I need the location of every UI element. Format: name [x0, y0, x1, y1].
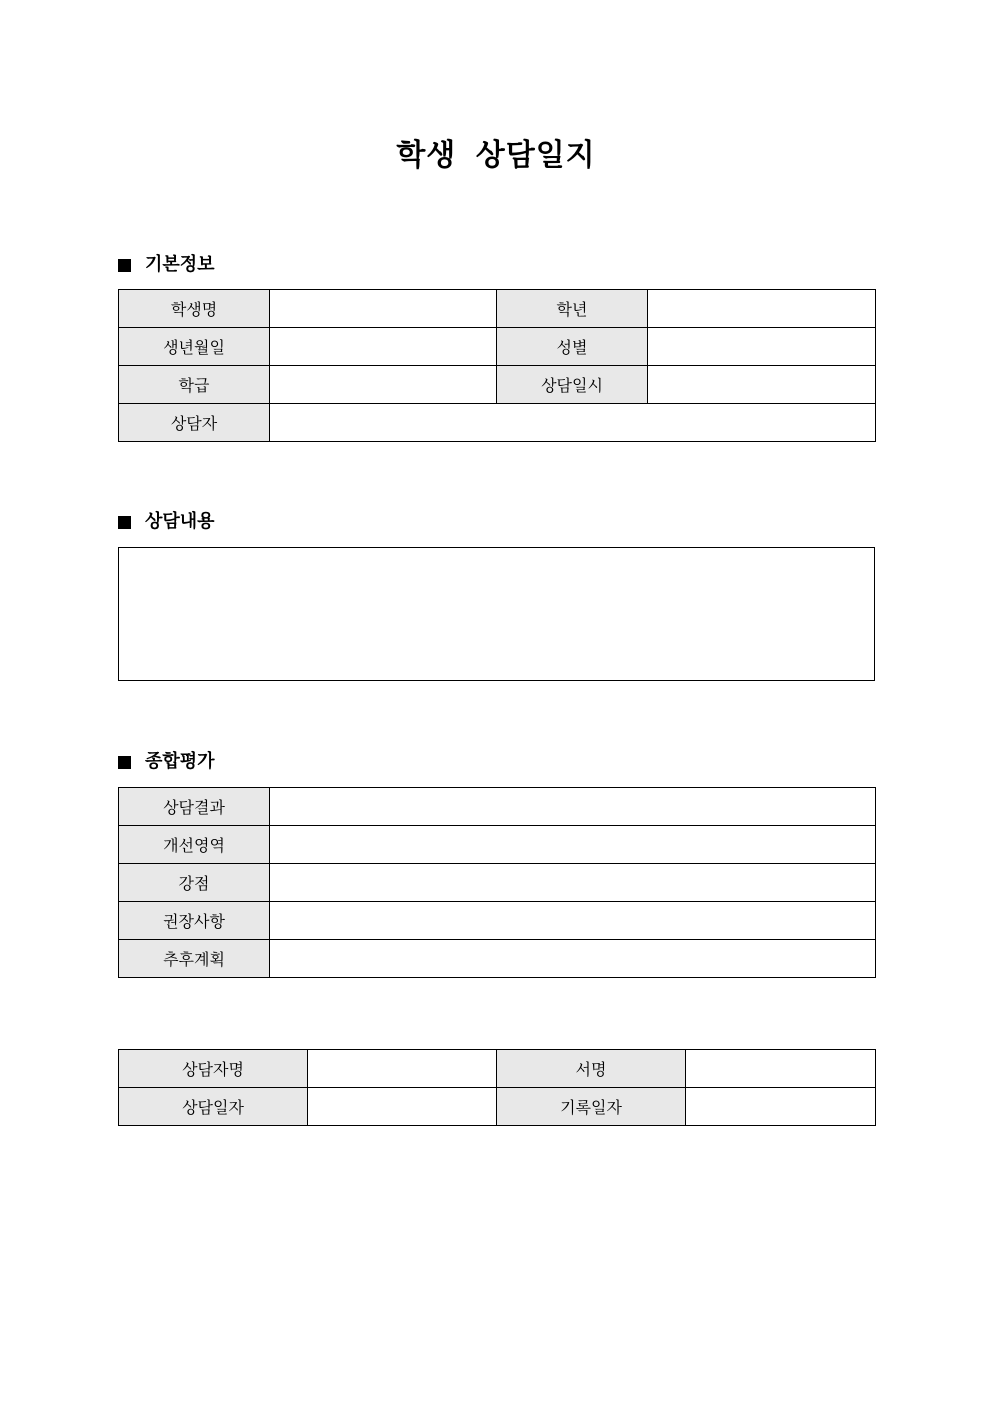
counsel-datetime-label: 상담일시 [497, 366, 648, 404]
birth-date-label: 생년월일 [119, 328, 270, 366]
table-row [119, 788, 876, 826]
evaluation-table [118, 787, 876, 978]
recommendation-label: 권장사항 [119, 902, 270, 940]
table-row [119, 290, 876, 328]
strength-label: 강점 [119, 864, 270, 902]
grade-label: 학년 [497, 290, 648, 328]
grade-field[interactable] [648, 290, 876, 328]
improvement-field[interactable] [270, 826, 876, 864]
square-bullet-icon [118, 516, 131, 529]
class-field[interactable] [270, 366, 497, 404]
table-row [119, 328, 876, 366]
section-heading-basic-info [118, 253, 215, 277]
square-bullet-icon [118, 259, 131, 272]
sign-field[interactable] [686, 1050, 876, 1088]
counsel-datetime-field[interactable] [648, 366, 876, 404]
table-row [119, 864, 876, 902]
followup-field[interactable] [270, 940, 876, 978]
counsel-date-label: 상담일자 [119, 1088, 308, 1126]
counselor-name-label: 상담자명 [119, 1050, 308, 1088]
gender-field[interactable] [648, 328, 876, 366]
strength-field[interactable] [270, 864, 876, 902]
section-heading-label: 종합평가 [145, 751, 215, 772]
table-row [119, 902, 876, 940]
counsel-date-field[interactable] [308, 1088, 497, 1126]
record-date-field[interactable] [686, 1088, 876, 1126]
page-title: 학생 상담일지 [396, 138, 596, 173]
table-row [119, 1088, 876, 1126]
square-bullet-icon [118, 756, 131, 769]
basic-info-table [118, 289, 876, 442]
table-row [119, 404, 876, 442]
student-name-field[interactable] [270, 290, 497, 328]
counselor-name-field[interactable] [308, 1050, 497, 1088]
counselor-label: 상담자 [119, 404, 270, 442]
section-heading-content [118, 510, 215, 534]
section-heading-label: 상담내용 [145, 511, 215, 532]
table-row [119, 826, 876, 864]
birth-date-field[interactable] [270, 328, 497, 366]
improvement-label: 개선영역 [119, 826, 270, 864]
sign-label: 서명 [497, 1050, 686, 1088]
counselor-field[interactable] [270, 404, 876, 442]
result-label: 상담결과 [119, 788, 270, 826]
student-name-label: 학생명 [119, 290, 270, 328]
counseling-content-field[interactable] [118, 547, 875, 681]
result-field[interactable] [270, 788, 876, 826]
table-row [119, 1050, 876, 1088]
class-label: 학급 [119, 366, 270, 404]
followup-label: 추후계획 [119, 940, 270, 978]
recommendation-field[interactable] [270, 902, 876, 940]
table-row [119, 366, 876, 404]
section-heading-label: 기본정보 [145, 254, 215, 275]
record-date-label: 기록일자 [497, 1088, 686, 1126]
section-heading-evaluation [118, 750, 215, 774]
table-row [119, 940, 876, 978]
gender-label: 성별 [497, 328, 648, 366]
signature-table [118, 1049, 876, 1126]
